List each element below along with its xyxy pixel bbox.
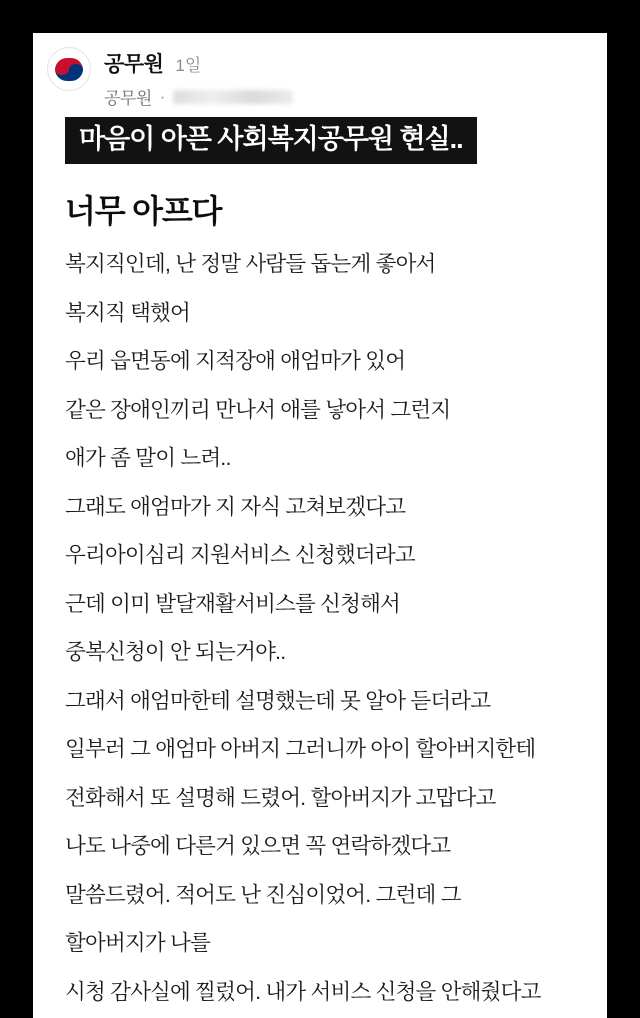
post-header [33, 33, 607, 108]
post-subauthor: 공무원 [104, 89, 152, 108]
post-timestamp: 1일 [175, 56, 202, 75]
body-line: 그래도 애엄마가 지 자식 고쳐보겠다고 [65, 494, 406, 519]
body-line: 할아버지가 나를 [65, 931, 210, 956]
body-line: 애가 좀 말이 느려.. [65, 446, 231, 471]
body-line: 복지직 택했어 [65, 300, 190, 325]
redacted-text-blur [173, 90, 293, 104]
post-body [65, 254, 607, 1003]
post-author[interactable]: 공무원 [104, 53, 164, 76]
separator-dot: · [159, 86, 166, 106]
body-line: 같은 장애인끼리 만나서 애를 낳아서 그런지 [65, 397, 451, 422]
body-line: 시청 감사실에 찔렀어. 내가 서비스 신청을 안해줬다고 [65, 979, 541, 1004]
taegeuk-circle-red-icon [55, 64, 69, 75]
avatar[interactable] [47, 47, 91, 91]
post-author-row [104, 48, 293, 78]
body-line: 복지직인데, 난 정말 사람들 돕는게 좋아서 [65, 252, 436, 277]
page-title: 너무 아프다 [65, 193, 222, 230]
body-line: 나도 나중에 다른거 있으면 꼭 연락하겠다고 [65, 834, 451, 859]
body-line: 전화해서 또 설명해 드렸어. 할아버지가 고맙다고 [65, 785, 496, 810]
body-line: 말씀드렸어. 적어도 난 진심이었어. 그런데 그 [65, 882, 461, 907]
body-line: 일부러 그 애엄마 아버지 그러니까 아이 할아버지한테 [65, 737, 536, 762]
body-line: 중복신청이 안 되는거야.. [65, 640, 286, 665]
taegeuk-circle-blue-icon [69, 64, 83, 75]
post-card [33, 33, 607, 1018]
body-line: 그래서 애엄마한테 설명했는데 못 알아 듣더라고 [65, 688, 491, 713]
post-header-text [104, 45, 293, 109]
body-line: 우리 읍면동에 지적장애 애엄마가 있어 [65, 349, 406, 374]
highlight-title: 마음이 아픈 사회복지공무원 현실.. [65, 117, 477, 164]
body-line: 우리아이심리 지원서비스 신청했더라고 [65, 543, 415, 568]
body-line: 근데 이미 발달재활서비스를 신청해서 [65, 591, 401, 616]
post-subauthor-row [104, 84, 293, 109]
